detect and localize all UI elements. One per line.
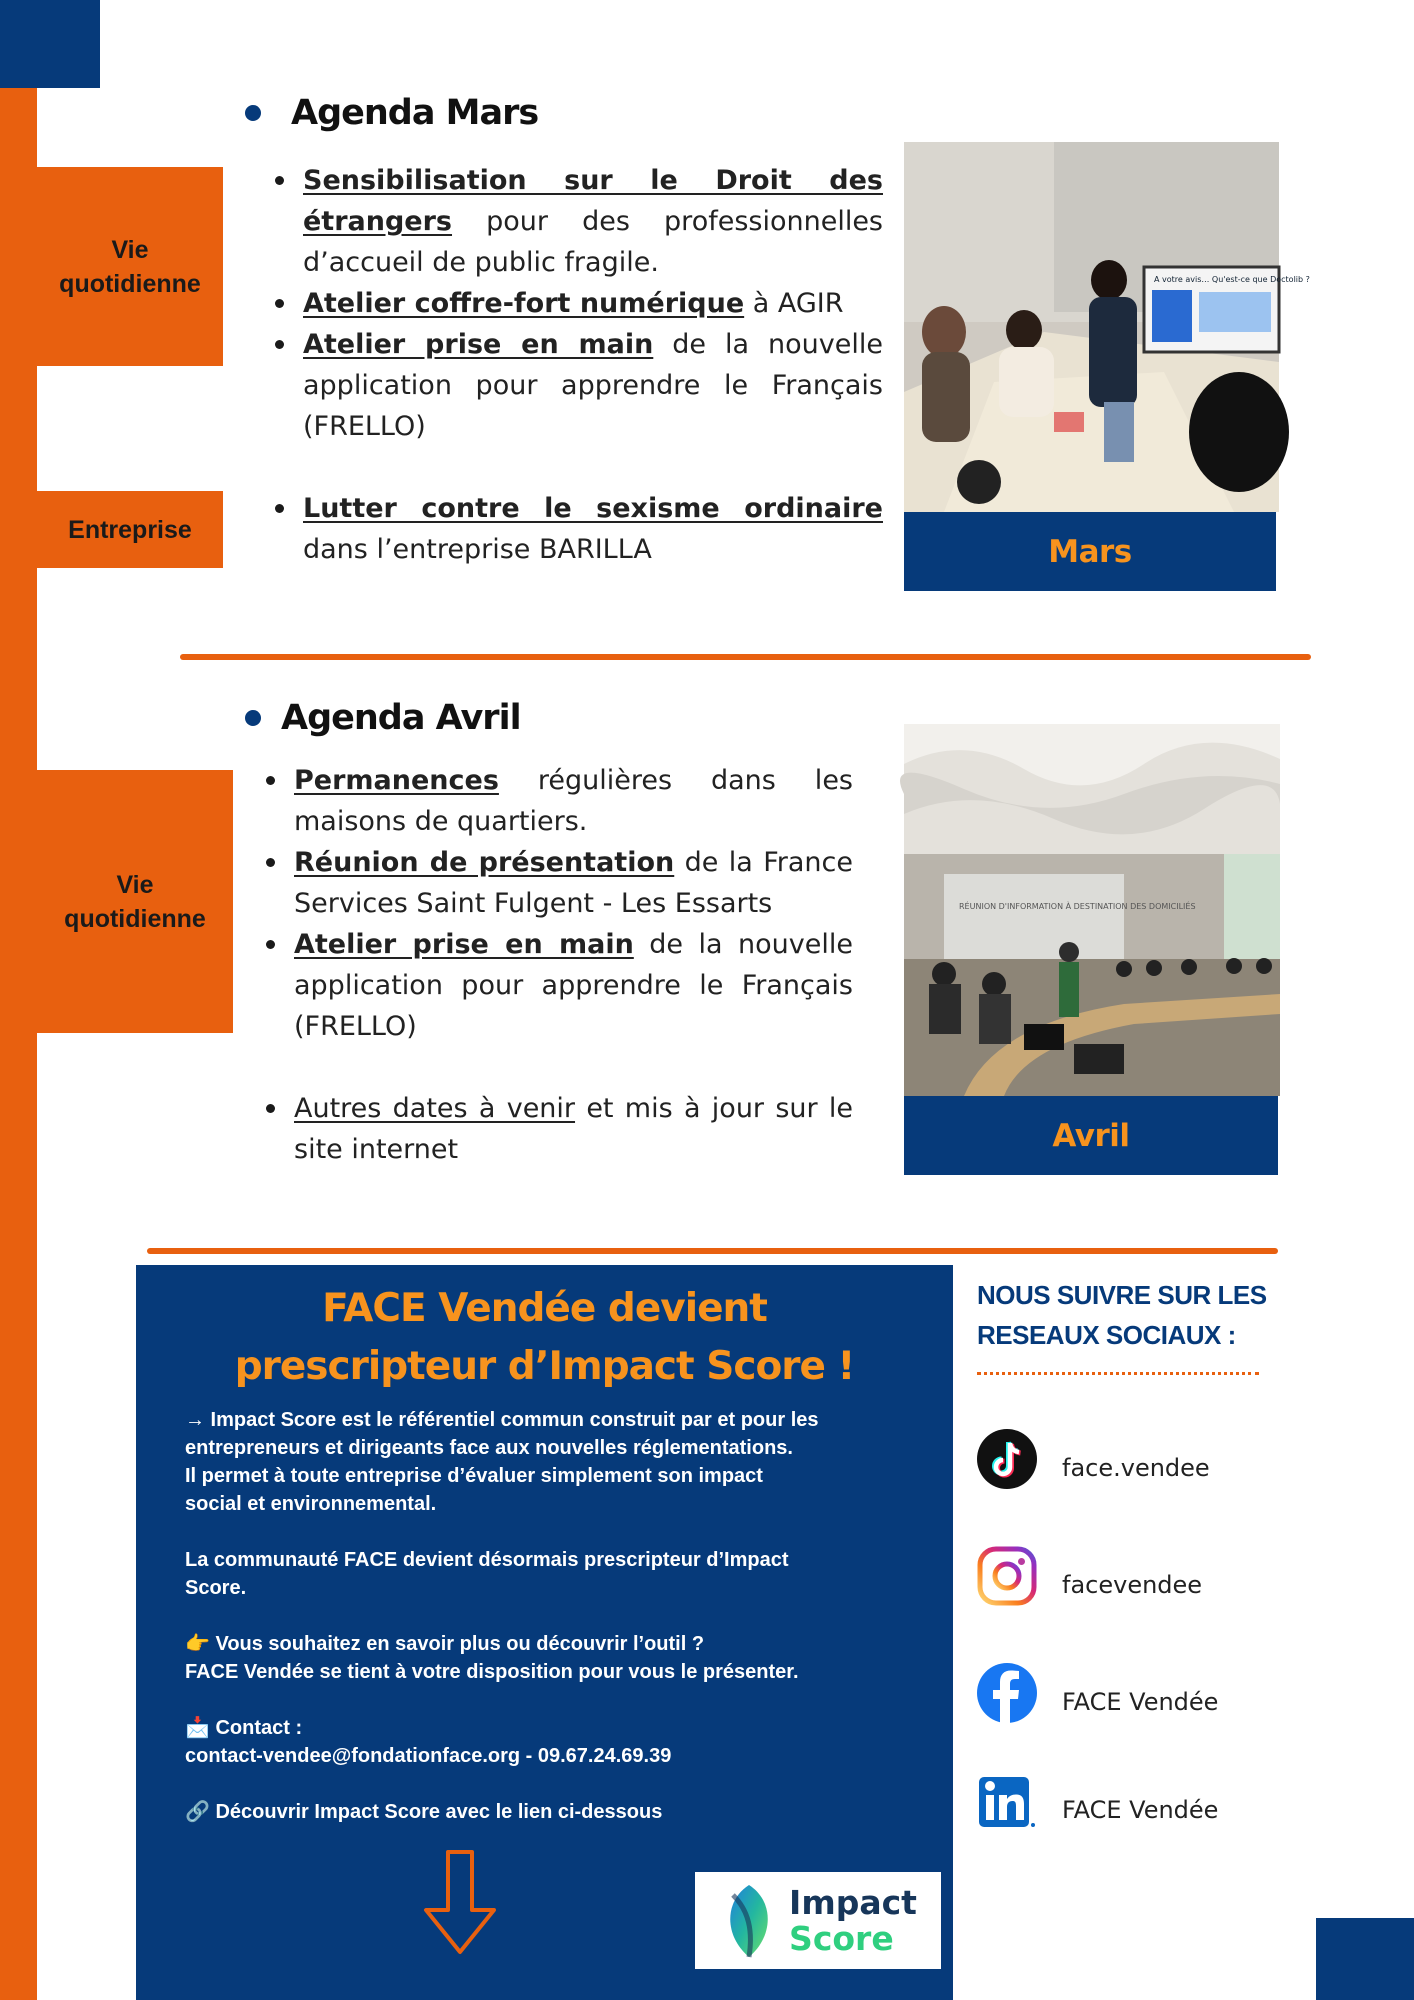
spacer: [294, 1047, 853, 1088]
item-link-text: Autres dates à venir: [294, 1093, 576, 1124]
social-heading-line: RESEAUX SOCIAUX :: [977, 1320, 1236, 1350]
item-key: Lutter contre le sexisme ordinaire: [303, 493, 883, 524]
list-item: [294, 842, 853, 924]
linkedin-icon: [977, 1771, 1037, 1831]
tab-vie-quotidienne-mars: [37, 167, 223, 366]
social-handle: FACE Vendée: [1062, 1688, 1219, 1716]
leaf-icon: [719, 1881, 779, 1961]
social-handle: face.vendee: [1062, 1454, 1210, 1482]
impact-score-logo[interactable]: [695, 1872, 941, 1969]
logo-word: Impact: [789, 1882, 917, 1922]
item-key: Atelier coffre-fort numérique: [303, 288, 745, 319]
contact-details[interactable]: contact-vendee@fondationface.org - 09.67.24.69.39: [185, 1745, 672, 1767]
item-key: Permanences: [294, 765, 499, 796]
body-line: 👉 Vous souhaitez en savoir plus ou découvrir l’outil ?: [185, 1633, 705, 1655]
agenda-avril-list: [294, 760, 853, 1170]
item-text: régulières dans les maisons de quartiers.: [294, 765, 853, 837]
caption-text: Mars: [1048, 533, 1132, 570]
item-text: à AGIR: [744, 288, 844, 319]
down-arrow-icon: [420, 1848, 500, 1958]
item-key: Sensibilisation sur le Droit des étrangers: [303, 165, 883, 237]
body-line: → Impact Score est le référentiel commun construit par et pour les: [185, 1409, 819, 1431]
item-text: pour des professionnelles d’accueil de public fragile.: [303, 206, 883, 278]
photo-screen-text: RÉUNION D'INFORMATION À DESTINATION DES DOMICILIÉS: [959, 902, 1196, 911]
item-key: Atelier prise en main: [303, 329, 654, 360]
item-text: de la France Services Saint Fulgent - Les Essarts: [294, 847, 853, 919]
agenda-mars-title: Agenda Mars: [291, 93, 539, 133]
tab-label: Vie quotidienne: [64, 870, 206, 933]
bullet-dot: [245, 710, 261, 726]
social-handle: FACE Vendée: [1062, 1796, 1219, 1824]
spacer: [303, 447, 883, 488]
list-item: [303, 324, 883, 447]
impact-title-line: prescripteur d’Impact Score !: [234, 1344, 855, 1389]
social-link-facebook[interactable]: [977, 1662, 1337, 1724]
tiktok-icon: [977, 1429, 1037, 1489]
list-item: [303, 283, 883, 324]
list-item: [294, 760, 853, 842]
tab-entreprise: [37, 491, 223, 568]
tab-label: Vie quotidienne: [59, 235, 201, 298]
item-key: Réunion de présentation: [294, 847, 675, 878]
body-line: Il permet à toute entreprise d’évaluer simplement son impact: [185, 1465, 763, 1487]
body-line: FACE Vendée se tient à votre disposition pour vous le présenter.: [185, 1661, 799, 1683]
impact-title: [136, 1280, 953, 1396]
list-item: [303, 488, 883, 570]
agenda-avril-title: Agenda Avril: [281, 698, 521, 738]
bottom-right-corner-block: [1316, 1918, 1414, 2000]
agenda-avril-heading: [245, 693, 521, 743]
avril-photo: [904, 724, 1280, 1096]
list-item: [294, 1088, 853, 1170]
tab-vie-quotidienne-avril: [37, 770, 233, 1033]
agenda-mars-list: [303, 160, 883, 570]
item-text: et mis à jour sur le site internet: [294, 1093, 854, 1165]
tab-label: Entreprise: [68, 515, 192, 544]
item-text: de la nouvelle application pour apprendre le Français (FRELLO): [294, 929, 853, 1042]
item-text: dans l’entreprise BARILLA: [303, 534, 652, 565]
social-handle: facevendee: [1062, 1571, 1203, 1599]
dotted-divider: [977, 1372, 1259, 1375]
body-line: Score.: [185, 1577, 247, 1599]
social-link-instagram[interactable]: [977, 1545, 1337, 1607]
agenda-mars-heading: [245, 88, 538, 138]
logo-word: Score: [789, 1918, 894, 1958]
body-line: La communauté FACE devient désormais prescripteur d’Impact: [185, 1549, 789, 1571]
impact-title-line: FACE Vendée devient: [322, 1286, 767, 1331]
caption-text: Avril: [1052, 1117, 1130, 1154]
top-left-corner-block: [0, 0, 100, 88]
impact-body-text: [185, 1406, 925, 1826]
discover-link-text[interactable]: 🔗 Découvrir Impact Score avec le lien ci-dessous: [185, 1801, 663, 1823]
left-accent-strip: [0, 88, 37, 2000]
avril-caption: [904, 1096, 1278, 1175]
item-key: Atelier prise en main: [294, 929, 634, 960]
section-divider: [147, 1248, 1278, 1254]
social-link-linkedin[interactable]: [977, 1770, 1337, 1832]
contact-label: 📩 Contact :: [185, 1717, 303, 1739]
list-item: [303, 160, 883, 283]
list-item: [294, 924, 853, 1047]
item-text: de la nouvelle application pour apprendre le Français (FRELLO): [303, 329, 883, 442]
body-line: entrepreneurs et dirigeants face aux nouvelles réglementations.: [185, 1437, 793, 1459]
photo-screen-text: A votre avis… Qu'est-ce que Doctolib ?: [1154, 275, 1310, 284]
section-divider: [180, 654, 1311, 660]
mars-caption: [904, 512, 1276, 591]
mars-photo: [904, 142, 1310, 512]
facebook-icon: [977, 1663, 1037, 1723]
social-heading: [977, 1275, 1277, 1355]
bullet-dot: [245, 105, 261, 121]
social-link-tiktok[interactable]: [977, 1428, 1337, 1490]
instagram-icon: [977, 1546, 1037, 1606]
social-heading-line: NOUS SUIVRE SUR LES: [977, 1280, 1267, 1310]
body-line: social et environnemental.: [185, 1493, 437, 1515]
